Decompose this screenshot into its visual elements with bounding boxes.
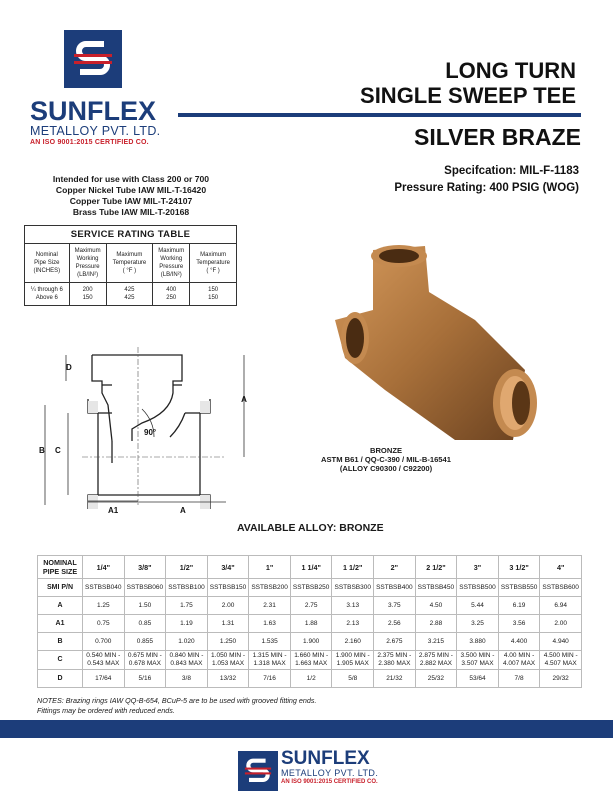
company-name: SUNFLEX [30, 96, 157, 126]
dimensions-table [37, 555, 582, 688]
size-header: 1/4" [83, 556, 125, 579]
cell-line: 1.663 MAX [295, 660, 328, 667]
dim-label-c: C [55, 446, 61, 455]
table-cell: 5/16 [124, 670, 166, 688]
table-cell: 1.535 [249, 633, 291, 651]
table-cell: SSTBSB400 [374, 579, 416, 597]
footer-bar [0, 720, 613, 738]
table-cell: 4.940 [540, 633, 582, 651]
cell-line: 1.315 MIN - [252, 652, 287, 659]
table-cell: 7/8 [498, 670, 540, 688]
table-cell: SSTBSB450 [415, 579, 457, 597]
size-header: 3/8" [124, 556, 166, 579]
service-table-title: SERVICE RATING TABLE [25, 226, 237, 244]
size-header: 3/4" [207, 556, 249, 579]
table-cell: SSTBSB250 [290, 579, 332, 597]
footer-iso: AN ISO 9001:2015 CERTIFIED CO. [281, 779, 378, 785]
size-header: 1/2" [166, 556, 208, 579]
table-cell: 1/2 [290, 670, 332, 688]
service-rating-table [24, 225, 237, 306]
size-header: 2 1/2" [415, 556, 457, 579]
available-alloy-heading: AVAILABLE ALLOY: BRONZE [237, 522, 384, 534]
table-cell: 3.25 [457, 615, 499, 633]
table-cell: 1.250 [207, 633, 249, 651]
table-row [38, 651, 582, 670]
cell-line: 4.500 MIN - [543, 652, 578, 659]
table-cell: 6.94 [540, 597, 582, 615]
row-label: SMI P/N [38, 579, 83, 597]
dim-label-d: D [66, 363, 72, 372]
service-cell: 425 425 [106, 283, 153, 306]
table-cell: 1.75 [166, 597, 208, 615]
table-cell [124, 651, 166, 670]
intended-line-3: Copper Tube IAW MIL-T-24107 [69, 196, 193, 206]
cell-line: 4.007 MAX [502, 660, 536, 667]
table-cell: 2.13 [332, 615, 374, 633]
table-cell: 1.19 [166, 615, 208, 633]
row-label: A [38, 597, 83, 615]
dim-label-a-bottom: A [180, 506, 186, 515]
table-cell: 4.400 [498, 633, 540, 651]
table-row [38, 597, 582, 615]
table-cell: 1.50 [124, 597, 166, 615]
service-cell: 200 150 [69, 283, 106, 306]
cell-line: 3.500 MIN - [460, 652, 495, 659]
table-cell: 0.75 [83, 615, 125, 633]
row-label: C [38, 651, 83, 670]
footer-company-name: SUNFLEX [281, 748, 370, 769]
table-cell: 1.020 [166, 633, 208, 651]
table-cell: SSTBSB100 [166, 579, 208, 597]
table-cell: 2.31 [249, 597, 291, 615]
table-cell [498, 651, 540, 670]
table-cell: SSTBSB500 [457, 579, 499, 597]
table-cell: 5.44 [457, 597, 499, 615]
cell-line: 4.507 MAX [544, 660, 577, 667]
cell-line: 2.375 MIN - [377, 652, 412, 659]
table-cell: 3.75 [374, 597, 416, 615]
cell-line: 1.905 MAX [336, 660, 369, 667]
table-cell [290, 651, 332, 670]
table-cell [415, 651, 457, 670]
table-row [38, 633, 582, 651]
table-row [38, 670, 582, 688]
table-cell: 53/64 [457, 670, 499, 688]
nominal-size-header: NOMINAL PIPE SIZE [38, 556, 83, 579]
size-header: 1 1/2" [332, 556, 374, 579]
table-cell: SSTBSB300 [332, 579, 374, 597]
dim-label-b: B [39, 446, 45, 455]
footer-company-subtitle: METALLOY PVT. LTD. [281, 768, 379, 778]
table-cell: SSTBSB150 [207, 579, 249, 597]
table-cell [207, 651, 249, 670]
size-header: 1 1/4" [290, 556, 332, 579]
intended-line-1: Intended for use with Class 200 or 700 [52, 174, 210, 184]
table-cell: 2.00 [207, 597, 249, 615]
dim-label-a: A [241, 395, 247, 404]
service-cell: 400 250 [153, 283, 190, 306]
intended-line-2: Copper Nickel Tube IAW MIL-T-16420 [55, 185, 207, 195]
table-cell: 2.160 [332, 633, 374, 651]
table-cell: 1.63 [249, 615, 291, 633]
cell-line: 0.543 MAX [87, 660, 120, 667]
table-cell [540, 651, 582, 670]
cell-line: 1.660 MIN - [294, 652, 329, 659]
table-cell: 0.700 [83, 633, 125, 651]
service-col-header: Maximum Working Pressure (LB/IN²) [153, 244, 190, 283]
size-header: 3" [457, 556, 499, 579]
table-cell: 13/32 [207, 670, 249, 688]
table-cell: 5/8 [332, 670, 374, 688]
table-cell: 2.675 [374, 633, 416, 651]
table-cell: 3.215 [415, 633, 457, 651]
cell-line: 1.053 MAX [211, 660, 245, 667]
title-line-1: LONG TURN [445, 58, 576, 83]
table-row [38, 615, 582, 633]
table-cell: 0.855 [124, 633, 166, 651]
size-header: 4" [540, 556, 582, 579]
angle-label: 90° [144, 428, 157, 437]
bronze-caption-3: (ALLOY C90300 / C92200) [339, 464, 433, 473]
cell-line: 3.507 MAX [461, 660, 494, 667]
table-cell: 1.25 [83, 597, 125, 615]
specification-text: Specifcation: MIL-F-1183 [444, 165, 579, 177]
intended-line-4: Brass Tube IAW MIL-T-20168 [72, 207, 190, 217]
title-divider [178, 113, 581, 117]
cell-line: 2.882 MAX [419, 660, 452, 667]
table-cell: SSTBSB040 [83, 579, 125, 597]
cell-line: 0.675 MIN - [127, 652, 162, 659]
table-cell: 0.85 [124, 615, 166, 633]
table-cell: 17/64 [83, 670, 125, 688]
cell-line: 2.875 MIN - [418, 652, 453, 659]
service-col-header: Maximum Working Pressure (LB/IN²) [69, 244, 106, 283]
cell-line: 1.050 MIN - [211, 652, 245, 659]
service-cell: 150 150 [190, 283, 237, 306]
pressure-rating-text: Pressure Rating: 400 PSIG (WOG) [394, 182, 579, 194]
table-cell: 2.88 [415, 615, 457, 633]
cell-line: 0.540 MIN - [86, 652, 121, 659]
table-cell: 2.56 [374, 615, 416, 633]
table-row [38, 579, 582, 597]
service-col-header: Nominal Pipe Size (INCHES) [25, 244, 70, 283]
table-cell: 2.75 [290, 597, 332, 615]
table-cell: SSTBSB200 [249, 579, 291, 597]
cell-line: 1.900 MIN - [335, 652, 370, 659]
size-header: 3 1/2" [498, 556, 540, 579]
table-cell: 1.900 [290, 633, 332, 651]
tee-technical-drawing [30, 345, 280, 520]
bronze-tee-image [325, 240, 545, 445]
title-line-2: SINGLE SWEEP TEE [360, 83, 576, 108]
table-cell: 29/32 [540, 670, 582, 688]
table-cell [83, 651, 125, 670]
table-cell: 25/32 [415, 670, 457, 688]
bronze-caption-2: ASTM B61 / QQ-C-390 / MIL-B-16541 [321, 455, 451, 464]
notes-line-1: NOTES: Brazing rings IAW QQ-B-654, BCuP-5 are to be used with grooved fitting ends. [37, 696, 317, 705]
table-cell [166, 651, 208, 670]
table-cell [332, 651, 374, 670]
table-cell: 21/32 [374, 670, 416, 688]
table-cell: SSTBSB600 [540, 579, 582, 597]
row-label: A1 [38, 615, 83, 633]
table-cell: 1.88 [290, 615, 332, 633]
table-cell: 3.56 [498, 615, 540, 633]
cell-line: 0.678 MAX [128, 660, 161, 667]
table-cell: SSTBSB550 [498, 579, 540, 597]
company-logo-mark [64, 30, 122, 88]
cell-line: 2.380 MAX [378, 660, 411, 667]
notes-line-2: Fittings may be ordered with reduced ends. [37, 706, 175, 715]
row-label: B [38, 633, 83, 651]
service-col-header: Maximum Temperature ( °F ) [106, 244, 153, 283]
table-cell [374, 651, 416, 670]
size-header: 2" [374, 556, 416, 579]
table-cell: 3.880 [457, 633, 499, 651]
table-cell [249, 651, 291, 670]
table-cell: 1.31 [207, 615, 249, 633]
iso-certification: AN ISO 9001:2015 CERTIFIED CO. [30, 139, 149, 146]
table-cell: 3/8 [166, 670, 208, 688]
cell-line: 4.00 MIN - [503, 652, 535, 659]
company-subtitle: METALLOY PVT. LTD. [30, 124, 161, 138]
table-cell: SSTBSB060 [124, 579, 166, 597]
table-cell [457, 651, 499, 670]
service-col-header: Maximum Temperature ( °F ) [190, 244, 237, 283]
table-cell: 4.50 [415, 597, 457, 615]
row-label: D [38, 670, 83, 688]
bronze-caption-1: BRONZE [369, 446, 403, 455]
dim-label-a1: A1 [108, 506, 119, 515]
footer-logo-mark [238, 751, 278, 791]
cell-line: 1.318 MAX [253, 660, 286, 667]
service-cell: ¼ through 6 Above 6 [25, 283, 70, 306]
size-header: 1" [249, 556, 291, 579]
table-cell: 2.00 [540, 615, 582, 633]
cell-line: 0.840 MIN - [169, 652, 204, 659]
table-cell: 3.13 [332, 597, 374, 615]
cell-line: 0.843 MAX [170, 660, 203, 667]
title-line-3: SILVER BRAZE [414, 124, 581, 150]
table-cell: 7/16 [249, 670, 291, 688]
table-cell: 6.19 [498, 597, 540, 615]
